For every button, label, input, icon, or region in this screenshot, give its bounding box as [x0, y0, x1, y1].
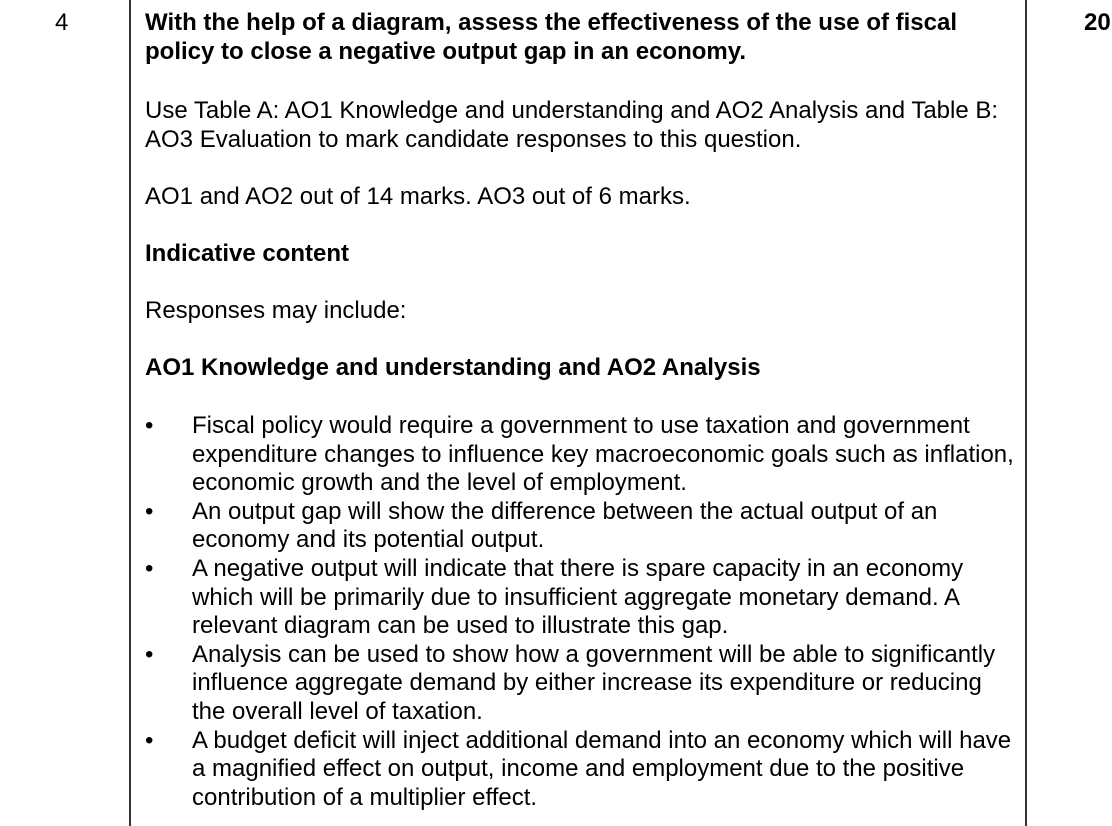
list-item: [145, 498, 1015, 555]
bullet-text: An output gap will show the difference between the actual output of an economy and its potential output.: [192, 497, 938, 554]
list-item: [145, 641, 1015, 727]
bullet-text: Analysis can be used to show how a government will be able to significantly influence aggregate demand by either increase its expenditure or reducing the overall level of taxation.: [192, 640, 996, 725]
indicative-bullet-list: [145, 412, 1015, 812]
marks-allocation: AO1 and AO2 out of 14 marks. AO3 out of 6 marks.: [145, 183, 691, 210]
bullet-text: A negative output will indicate that there is spare capacity in an economy which will be primarily due to insufficient aggregate monetary demand. A relevant diagram can be used to illustrate this gap.: [192, 554, 964, 640]
marks-total: 20: [1084, 9, 1111, 36]
responses-intro: Responses may include:: [145, 297, 407, 324]
ao-section-heading: AO1 Knowledge and understanding and AO2 Analysis: [145, 354, 761, 381]
bullet-icon: •: [145, 497, 154, 525]
question-cell: [145, 8, 1015, 812]
question-title: With the help of a diagram, assess the effectiveness of the use of fiscal policy to close a negative output gap in an economy.: [145, 9, 958, 65]
list-item: [145, 727, 1015, 813]
bullet-text: A budget deficit will inject additional demand into an economy which will have a magnified effect on output, income and employment due to the positive contribution of a multiplier effect.: [192, 726, 1012, 811]
tables-instruction: Use Table A: AO1 Knowledge and understanding and AO2 Analysis and Table B: AO3 Evaluation to mark candidate responses to this question.: [145, 97, 999, 153]
list-item: [145, 555, 1015, 641]
bullet-text: Fiscal policy would require a government to use taxation and government expenditure changes to influence key macroeconomic goals such as inflation, economic growth and the level of employment.: [192, 412, 1014, 497]
bullet-icon: •: [145, 726, 154, 754]
indicative-content-heading: Indicative content: [145, 240, 350, 267]
question-number: 4: [55, 9, 69, 36]
list-item: [145, 412, 1015, 498]
bullet-icon: •: [145, 554, 154, 582]
table-border-left: [129, 0, 131, 826]
table-border-right: [1025, 0, 1027, 826]
bullet-icon: •: [145, 412, 154, 439]
bullet-icon: •: [145, 640, 154, 668]
